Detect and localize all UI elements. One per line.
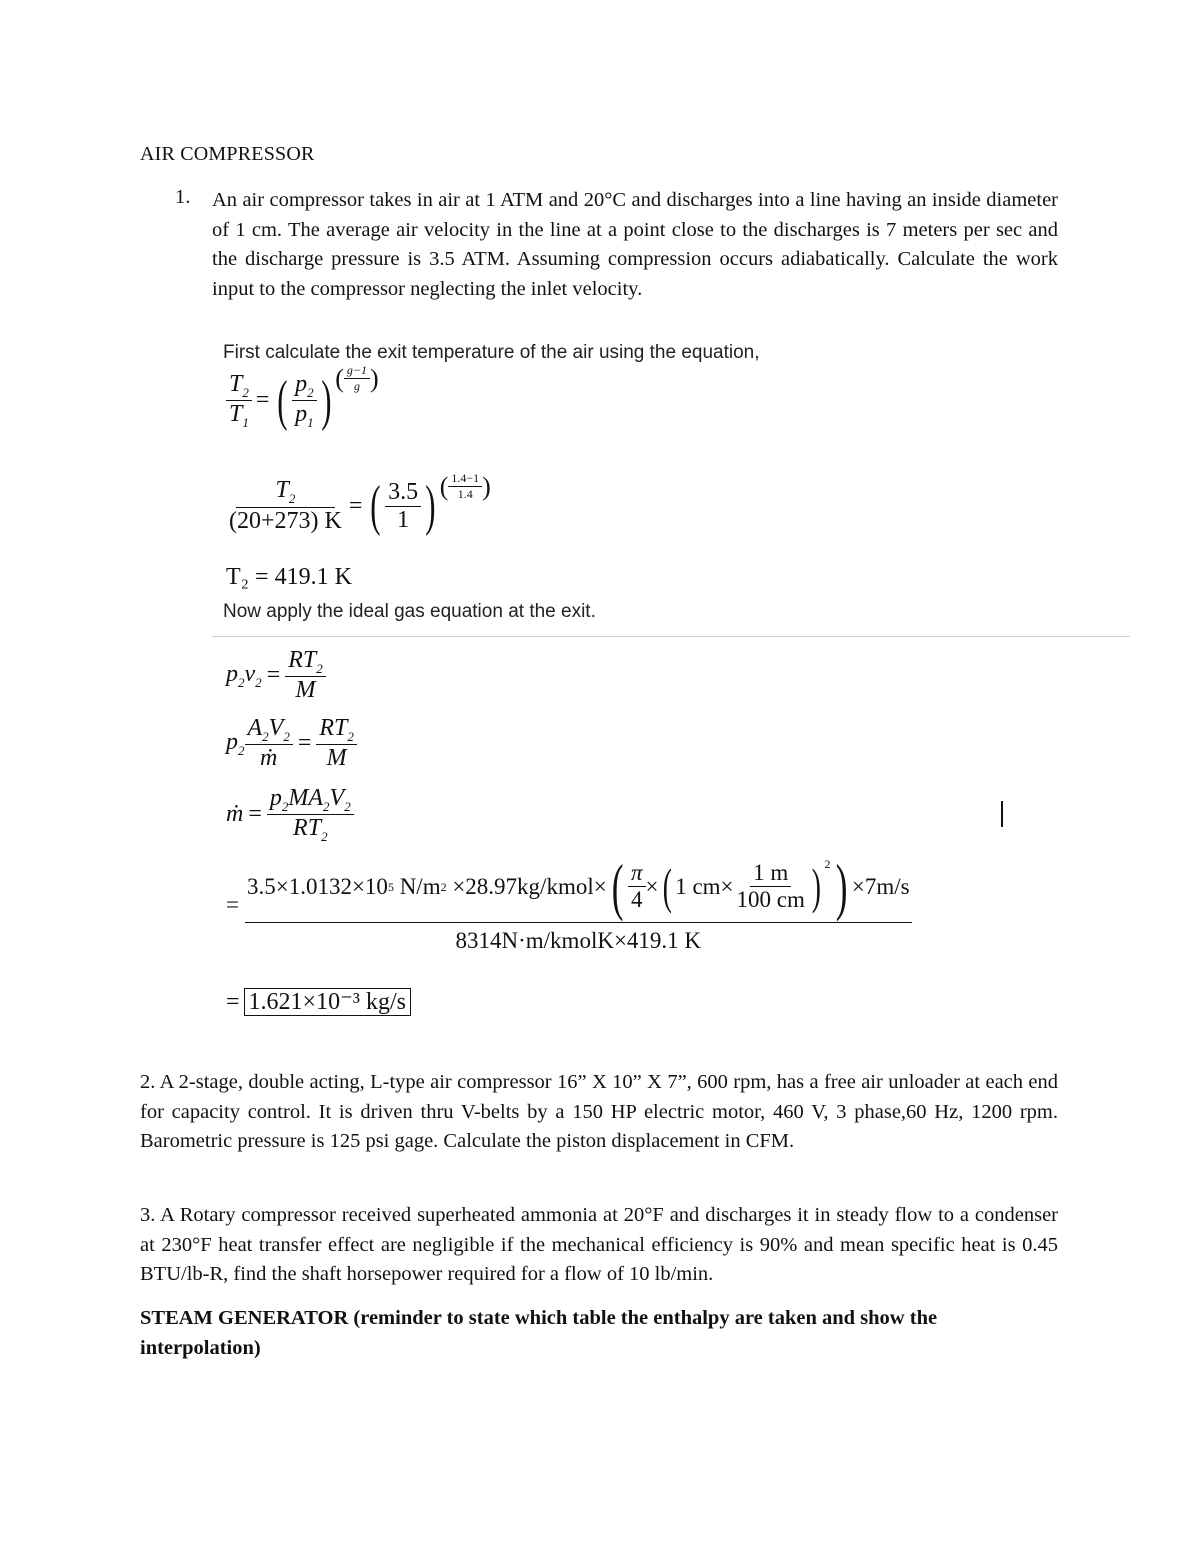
problem-1-number: 1.	[175, 186, 191, 208]
equation-mass-flow-relation: $p_2$ $\frac{A_2V_2}{\text{ṁ}}$ = $\frac{RT_2}{M}$	[226, 716, 357, 772]
steam-generator-heading: STEAM GENERATOR (reminder to state which table the enthalpy are taken and show the interpolation)	[140, 1307, 938, 1359]
final-result-box: 1.621×10⁻³ kg/s	[244, 988, 411, 1016]
divider-line	[212, 636, 1130, 637]
problem-2-text: 2. A 2-stage, double acting, L-type air compressor 16” X 10” X 7”, 600 rpm, has a free air unloader at each end for capacity control. It is driven thru V-belts by a 150 HP electric motor, 460 V, 3 phase,60 Hz, 1200 rpm. Barometric pressure is 125 psi gage. Calculate the piston displacement in CFM.	[140, 1071, 1058, 1152]
ideal-gas-intro: Now apply the ideal gas equation at the exit.	[223, 601, 596, 622]
problem-3-text: 3. A Rotary compressor received superheated ammonia at 20°F and discharges it in steady flow to a condenser at 230°F heat transfer effect are negligible if the mechanical efficiency is 90% and mean specific heat is 0.45 BTU/lb-R, find the shaft horsepower required for a flow of 10 lb/min.	[140, 1204, 1058, 1285]
equation-final-result: = 1.621×10⁻³ kg/s	[226, 987, 411, 1016]
equation-temperature-substitution: $\frac{T_2}{(20+273) K}$ = ( $\frac{3.5}{1}$ ) ( $\frac{1.4-1}{1.4}$ )	[229, 471, 491, 538]
section-heading: AIR COMPRESSOR	[140, 143, 315, 165]
equation-temperature-result: T₂ = 419.1 K	[226, 564, 352, 590]
problem-1-text: An air compressor takes in air at 1 ATM and 20°C and discharges into a line having an inside diameter of 1 cm. The average air velocity in the line at a point close to the discharges is 7 meters per sec and the discharge pressure is 3.5 ATM. Assuming compression occurs adiabatically. Calculate the work input to the compressor neglecting the inlet velocity.	[212, 189, 1058, 300]
equation-mass-flow-substitution: = 3.5×1.0132×10 5 N/m 2 ×28.97kg/kmol× ( $\frac{\pi}{4}$ × ( 1 cm× $\frac{1 m}{100 cm}$ ) $^2$ ) ×7m/s 8314N·m/kmolK×419.1 K	[226, 851, 910, 953]
equation-ideal-gas: $p_2v_2$ = $\frac{RT_2}{M}$	[226, 648, 326, 704]
equation-mass-flow: ṁ = $\frac{p_2MA_2V_2}{RT_2}$	[226, 786, 354, 844]
solution-intro: First calculate the exit temperature of the air using the equation,	[223, 342, 760, 363]
equation-adiabatic-ratio: $\frac{T_2}{T_1}$ = ( $\frac{p_2}{p_1}$ ) ( $\frac{g-1}{g}$ )	[226, 372, 379, 430]
text-cursor	[1001, 801, 1003, 827]
